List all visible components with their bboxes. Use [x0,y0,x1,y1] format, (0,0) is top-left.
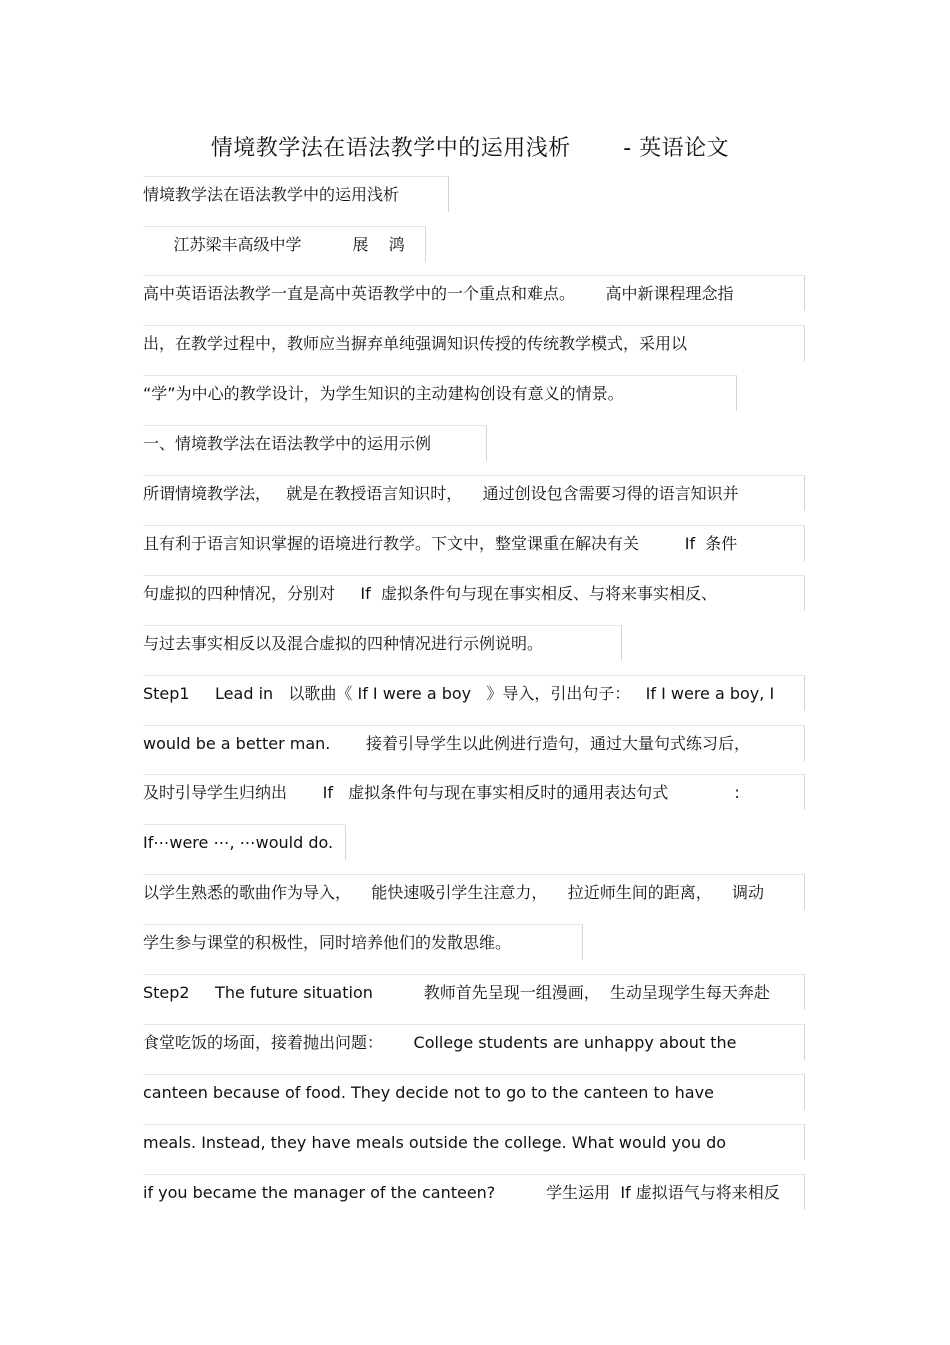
text-line: 高中英语语法教学一直是高中英语教学中的一个重点和难点。 高中新课程理念指 [143,275,805,311]
document-title: 情境教学法在语法教学中的运用浅析 - 英语论文 [210,136,730,161]
text-line: Step2 The future situation 教师首先呈现一组漫画， 生动呈现学生每天奔赴 [143,974,805,1010]
text-line: would be a better man. 接着引导学生以此例进行造句，通过大量句式练习后， [143,725,805,761]
text-line: 出，在教学过程中，教师应当摒弃单纯强调知识传授的传统教学模式，采用以 [143,325,805,361]
text-line: Step1 Lead in 以歌曲《 If I were a boy 》导入，引出句子： If I were a boy, I [143,675,805,711]
text-line: 句虚拟的四种情况，分别对 If 虚拟条件句与现在事实相反、与将来事实相反、 [143,575,805,611]
text-line: 食堂吃饭的场面，接着抛出问题： College students are unhappy about the [143,1024,805,1060]
text-line: canteen because of food. They decide not to go to the canteen to have [143,1074,805,1110]
text-line: 情境教学法在语法教学中的运用浅析 [143,176,449,212]
text-line: 一、情境教学法在语法教学中的运用示例 [143,425,487,461]
text-line: 所谓情境教学法， 就是在教授语言知识时， 通过创设包含需要习得的语言知识并 [143,475,805,511]
text-line: 学生参与课堂的积极性，同时培养他们的发散思维。 [143,924,583,960]
text-line: 且有利于语言知识掌握的语境进行教学。下文中，整堂课重在解决有关 If 条件 [143,525,805,561]
text-line: 以学生熟悉的歌曲作为导入， 能快速吸引学生注意力， 拉近师生间的距离， 调动 [143,874,805,910]
text-line: 江苏梁丰高级中学 展 鸿 [143,226,426,262]
text-line: if you became the manager of the canteen? 学生运用 If 虚拟语气与将来相反 [143,1174,805,1210]
text-line: If⋯were ⋯, ⋯would do. [143,824,346,860]
text-line: “学”为中心的教学设计，为学生知识的主动建构创设有意义的情景。 [143,375,737,411]
text-line: meals. Instead, they have meals outside the college. What would you do [143,1124,805,1160]
text-line: 及时引导学生归纳出 If 虚拟条件句与现在事实相反时的通用表达句式 : [143,774,805,810]
text-line: 与过去事实相反以及混合虚拟的四种情况进行示例说明。 [143,625,622,661]
